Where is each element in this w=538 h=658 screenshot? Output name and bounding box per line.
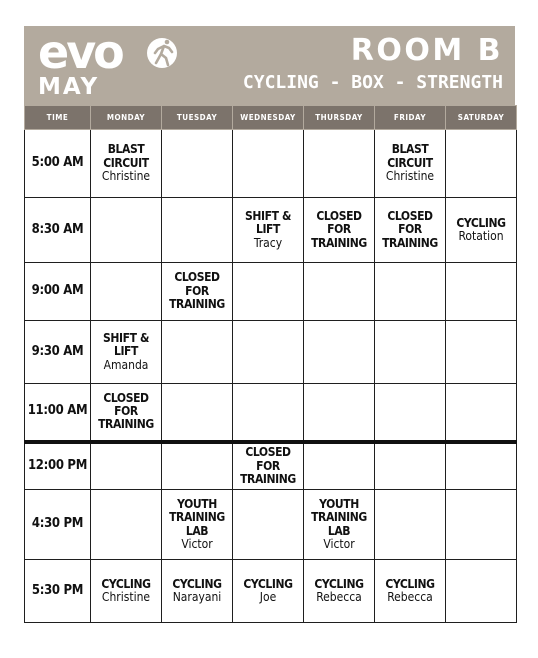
schedule-cell-friday <box>375 442 446 490</box>
schedule-cell-wednesday <box>233 490 304 560</box>
class-name: CYCLING <box>385 576 435 591</box>
instructor-name: Christine <box>101 590 151 604</box>
time-slot-label: 12:00 PM <box>25 442 91 490</box>
time-slot-label: 8:30 AM <box>25 198 91 263</box>
month-label: MAY <box>38 74 100 100</box>
room-title: ROOM B <box>350 33 503 68</box>
instructor-name: Tracy <box>253 235 283 250</box>
class-name: CYCLING <box>172 576 222 591</box>
col-header-wednesday: WEDNESDAY <box>233 106 304 130</box>
logo-wordmark: evo <box>38 30 122 74</box>
time-row <box>25 263 517 321</box>
schedule-cell-friday <box>375 490 446 560</box>
class-name: CYCLING <box>101 576 151 591</box>
schedule-cell-friday <box>375 198 446 263</box>
schedule-cell-tuesday <box>162 321 233 384</box>
instructor-name: Christine <box>385 169 435 184</box>
schedule-cell-saturday <box>446 321 517 384</box>
class-name: SHIFT & LIFT <box>103 330 149 359</box>
schedule-cell-thursday <box>304 198 375 263</box>
class-name: BLAST CIRCUIT <box>387 142 433 170</box>
class-name: BLAST CIRCUIT <box>103 142 149 170</box>
schedule-cell-saturday <box>446 384 517 442</box>
schedule-sheet <box>24 26 515 623</box>
time-row <box>25 130 517 198</box>
time-row <box>25 490 517 560</box>
instructor-name: Rebecca <box>316 590 362 604</box>
schedule-cell-thursday <box>304 490 375 560</box>
schedule-cell-tuesday <box>162 198 233 263</box>
class-name: CLOSED FOR TRAINING <box>382 208 438 250</box>
class-name: CYCLING <box>456 215 506 230</box>
col-header-time: TIME <box>25 106 91 130</box>
col-header-saturday: SATURDAY <box>446 106 517 130</box>
schedule-cell-saturday <box>446 263 517 321</box>
schedule-cell-monday <box>91 442 162 490</box>
schedule-cell-saturday <box>446 490 517 560</box>
schedule-cell-monday <box>91 198 162 263</box>
instructor-name: Victor <box>323 536 355 551</box>
schedule-cell-saturday <box>446 130 517 198</box>
schedule-cell-saturday <box>446 442 517 490</box>
schedule-cell-friday <box>375 321 446 384</box>
class-name: CYCLING <box>314 576 364 591</box>
schedule-cell-thursday <box>304 321 375 384</box>
time-slot-label: 5:00 AM <box>25 130 91 198</box>
time-row <box>25 198 517 263</box>
schedule-cell-wednesday <box>233 384 304 442</box>
schedule-cell-wednesday <box>233 321 304 384</box>
schedule-cell-friday <box>375 130 446 198</box>
instructor-name: Amanda <box>103 357 149 372</box>
evo-logo <box>38 30 178 74</box>
instructor-name: Victor <box>181 536 213 551</box>
instructor-name: Joe <box>259 590 277 604</box>
time-row <box>25 384 517 442</box>
schedule-cell-tuesday <box>162 442 233 490</box>
schedule-cell-wednesday <box>233 130 304 198</box>
schedule-cell-thursday <box>304 560 375 623</box>
class-name: SHIFT & LIFT <box>245 208 291 237</box>
schedule-cell-saturday <box>446 560 517 623</box>
room-subtitle: CYCLING - BOX - STRENGTH <box>242 72 503 93</box>
class-name: CLOSED FOR TRAINING <box>240 445 296 486</box>
time-row <box>25 321 517 384</box>
time-row <box>25 442 517 490</box>
class-name: CLOSED FOR TRAINING <box>311 208 367 250</box>
class-name: YOUTH TRAINING LAB <box>169 496 225 538</box>
schedule-cell-thursday <box>304 384 375 442</box>
col-header-tuesday: TUESDAY <box>162 106 233 130</box>
class-name: CLOSED FOR TRAINING <box>169 270 225 312</box>
schedule-cell-thursday <box>304 263 375 321</box>
day-header-row <box>25 106 517 130</box>
instructor-name: Christine <box>101 169 151 184</box>
schedule-cell-wednesday <box>233 442 304 490</box>
class-name: CLOSED FOR TRAINING <box>98 390 154 432</box>
runner-icon <box>147 38 177 68</box>
schedule-cell-monday <box>91 490 162 560</box>
schedule-body <box>25 130 517 623</box>
time-slot-label: 5:30 PM <box>25 560 91 623</box>
class-name: YOUTH TRAINING LAB <box>311 496 367 538</box>
instructor-name: Narayani <box>172 590 222 604</box>
time-row <box>25 560 517 623</box>
class-name: CYCLING <box>243 576 293 591</box>
schedule-cell-wednesday <box>233 263 304 321</box>
schedule-cell-tuesday <box>162 560 233 623</box>
schedule-cell-tuesday <box>162 263 233 321</box>
col-header-monday: MONDAY <box>91 106 162 130</box>
schedule-cell-thursday <box>304 130 375 198</box>
schedule-cell-monday <box>91 130 162 198</box>
col-header-thursday: THURSDAY <box>304 106 375 130</box>
instructor-name: Rotation <box>458 229 504 243</box>
schedule-cell-tuesday <box>162 490 233 560</box>
time-slot-label: 9:30 AM <box>25 321 91 384</box>
schedule-cell-wednesday <box>233 560 304 623</box>
schedule-cell-monday <box>91 384 162 442</box>
schedule-cell-monday <box>91 321 162 384</box>
schedule-cell-wednesday <box>233 198 304 263</box>
schedule-cell-saturday <box>446 198 517 263</box>
schedule-cell-tuesday <box>162 384 233 442</box>
schedule-cell-friday <box>375 560 446 623</box>
schedule-cell-monday <box>91 560 162 623</box>
time-slot-label: 11:00 AM <box>25 384 91 442</box>
schedule-cell-thursday <box>304 442 375 490</box>
time-slot-label: 4:30 PM <box>25 490 91 560</box>
schedule-cell-friday <box>375 263 446 321</box>
instructor-name: Rebecca <box>387 590 433 604</box>
schedule-header <box>24 26 515 105</box>
time-slot-label: 9:00 AM <box>25 263 91 321</box>
schedule-table <box>24 105 517 623</box>
schedule-cell-monday <box>91 263 162 321</box>
schedule-cell-friday <box>375 384 446 442</box>
col-header-friday: FRIDAY <box>375 106 446 130</box>
schedule-cell-tuesday <box>162 130 233 198</box>
